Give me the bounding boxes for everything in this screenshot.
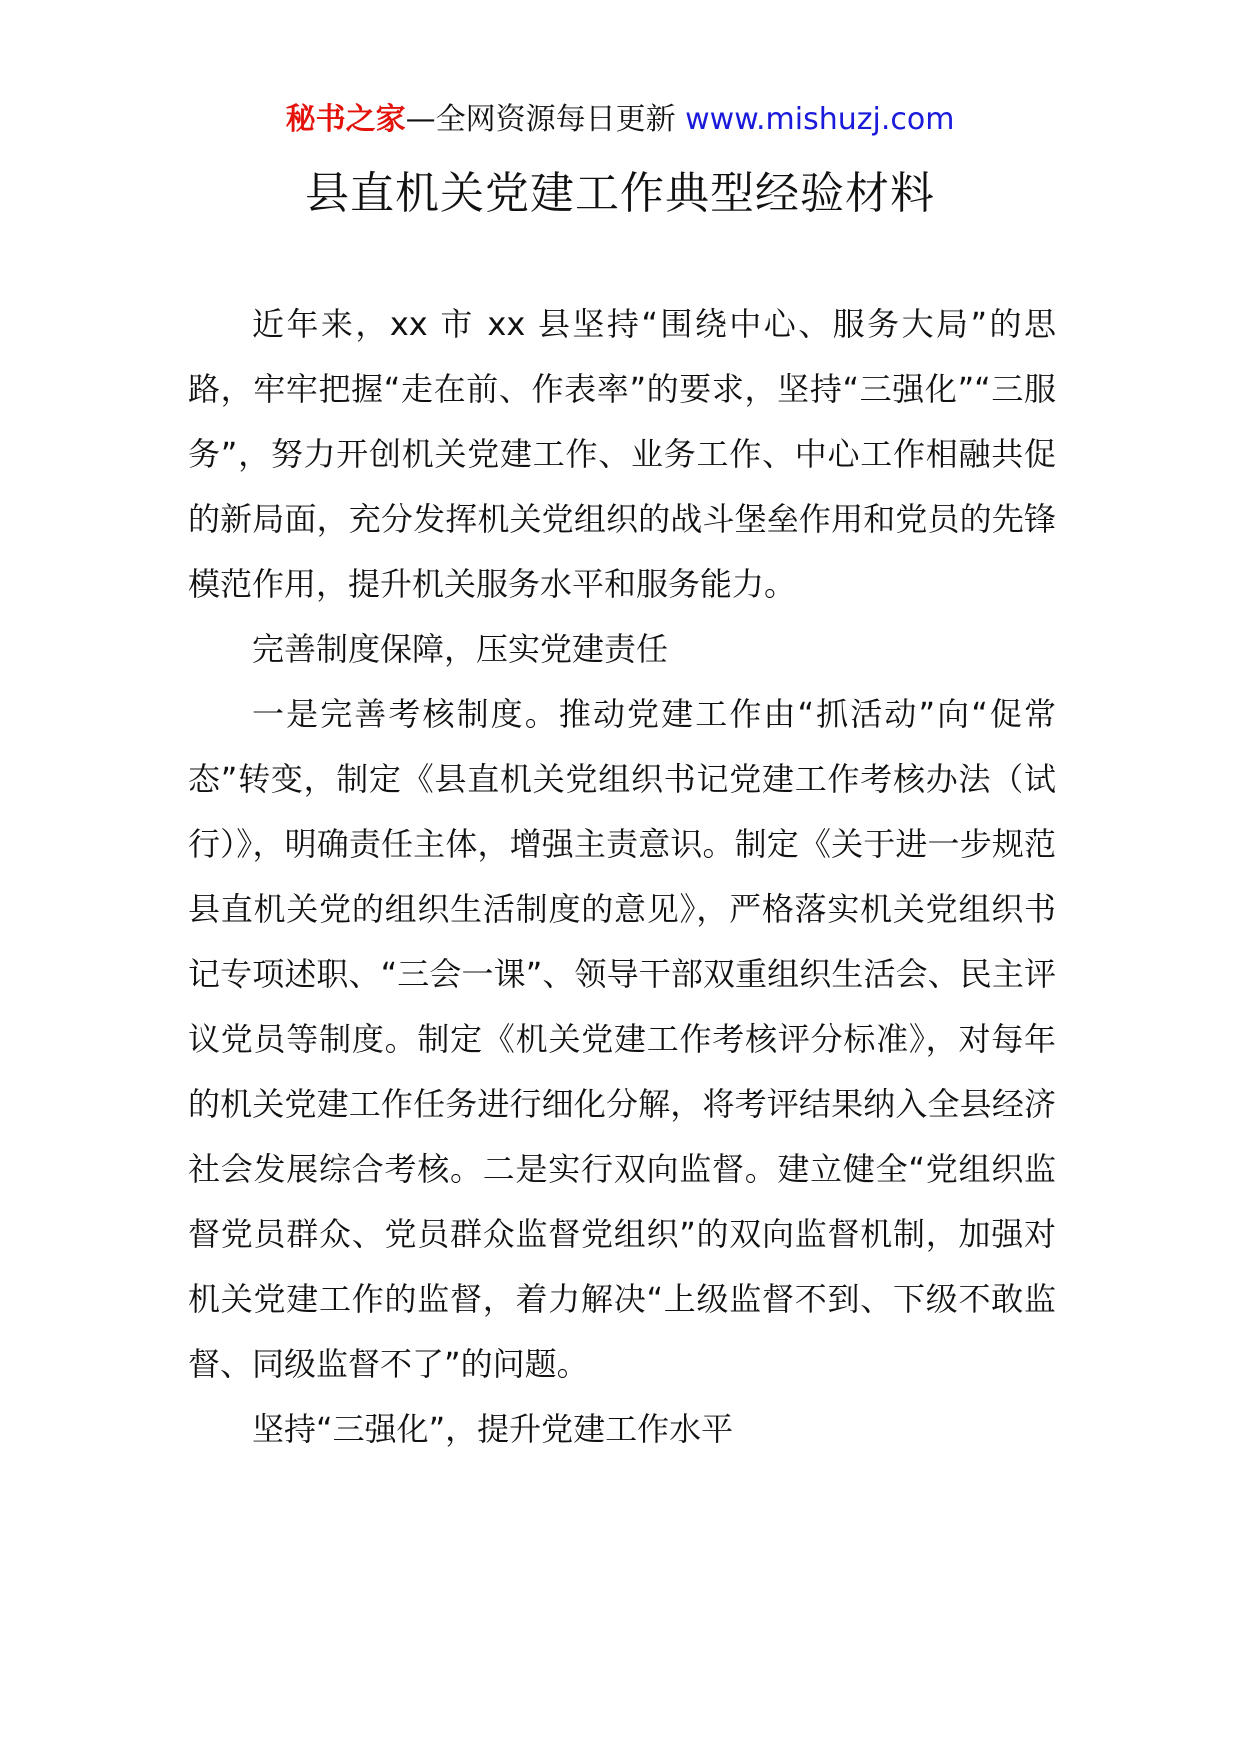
header-tagline: —全网资源每日更新 xyxy=(405,102,686,137)
document-title: 县直机关党建工作典型经验材料 xyxy=(305,168,935,219)
brand-name: 秘书之家 xyxy=(285,102,406,137)
document-body xyxy=(188,292,1056,1462)
section-heading: 完善制度保障，压实党建责任 xyxy=(252,630,669,668)
site-url-link[interactable]: www.mishuzj.com xyxy=(685,102,955,137)
section-heading: 坚持“三强化”，提升党建工作水平 xyxy=(252,1410,734,1448)
site-header xyxy=(0,100,1240,140)
body-paragraph: 一是完善考核制度。推动党建工作由“抓活动”向“促常态”转变，制定《县直机关党组织书记党建工作考核办法（试行）》，明确责任主体，增强主责意识。制定《关于进一步规范县直机关党的组织生活制度的意见》，严格落实机关党组织书记专项述职、“三会一课”、领导干部双重组织生活会、民主评议党员等制度。制定《机关党建工作考核评分标准》，对每年的机关党建工作任务进行细化分解，将考评结果纳入全县经济社会发展综合考核。二是实行双向监督。建立健全“党组织监督党员群众、党员群众监督党组织”的双向监督机制，加强对机关党建工作的监督，着力解决“上级监督不到、下级不敢监督、同级监督不了”的问题。 xyxy=(188,695,1056,1383)
intro-paragraph: 近年来，xx 市 xx 县坚持“围绕中心、服务大局”的思路，牢牢把握“走在前、作表率”的要求，坚持“三强化”“三服务”，努力开创机关党建工作、业务工作、中心工作相融共促的新局面，充分发挥机关党组织的战斗堡垒作用和党员的先锋模范作用，提升机关服务水平和服务能力。 xyxy=(188,305,1056,603)
